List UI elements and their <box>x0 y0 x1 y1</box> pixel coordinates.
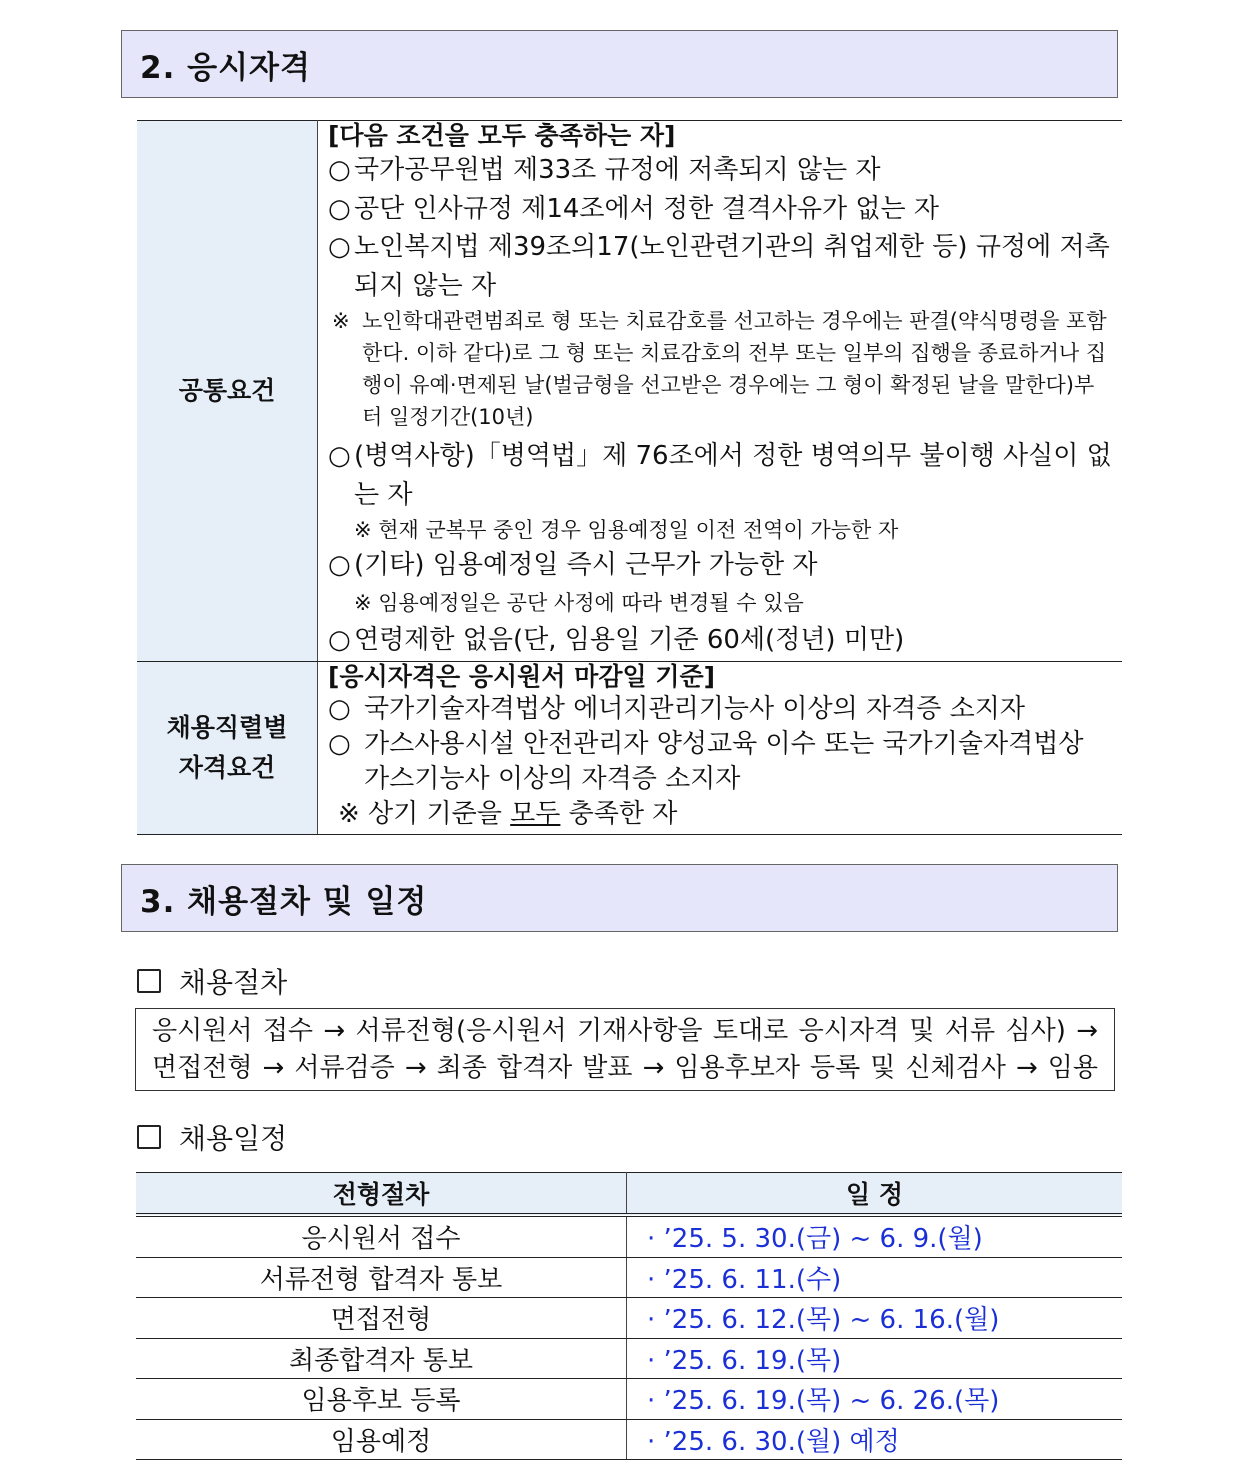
list-item: ○ (병역사항)「병역법」제 76조에서 정한 병역의무 불이행 사실이 없는 자 <box>326 437 1112 514</box>
square-bullet-icon <box>137 1125 161 1149</box>
step-cell: 면접전형 <box>136 1298 627 1339</box>
job-requirements-row <box>137 662 1122 835</box>
table-row <box>136 1338 1122 1379</box>
step-cell: 응시원서 접수 <box>136 1215 627 1257</box>
list-item: ○ 국가기술자격법상 에너지관리기능사 이상의 자격증 소지자 <box>326 692 1112 727</box>
section-3-header <box>121 864 1118 932</box>
job-requirements-content <box>318 662 1123 835</box>
circle-bullet: ○ <box>328 441 351 471</box>
table-row <box>136 1215 1122 1257</box>
schedule-header-row <box>136 1173 1122 1216</box>
list-item: ○ (기타) 임용예정일 즉시 근무가 가능한 자 <box>326 546 1112 585</box>
table-row <box>136 1419 1122 1460</box>
elder-abuse-note <box>326 305 1112 437</box>
circle-bullet: ○ <box>328 624 351 655</box>
step-cell: 임용후보 등록 <box>136 1379 627 1420</box>
circle-bullet: ○ <box>328 694 351 724</box>
square-bullet-icon <box>137 969 161 993</box>
common-requirements-label: 공통요건 <box>137 121 318 662</box>
qualification-table <box>137 120 1122 835</box>
section-2-title: 2. 응시자격 <box>140 49 311 86</box>
circle-bullet: ○ <box>328 193 351 224</box>
date-cell: · ’25. 6. 12.(목) ~ 6. 16.(월) <box>627 1298 1123 1339</box>
list-item: ○ 공단 인사규정 제14조에서 정한 결격사유가 없는 자 <box>326 190 1112 229</box>
common-requirements-heading: [다음 조건을 모두 충족하는 자] <box>328 121 676 150</box>
circle-bullet: ○ <box>328 729 351 759</box>
circle-bullet: ○ <box>328 155 351 185</box>
procedure-heading: 채용절차 <box>137 961 287 1001</box>
military-note: ※ 현재 군복무 중인 경우 임용예정일 이전 전역이 가능한 자 <box>354 518 899 542</box>
circle-bullet: ○ <box>328 232 351 262</box>
common-requirements-row <box>137 121 1122 662</box>
date-cell: · ’25. 6. 19.(목) <box>627 1338 1123 1379</box>
date-cell: · ’25. 5. 30.(금) ~ 6. 9.(월) <box>627 1215 1123 1257</box>
table-row <box>136 1379 1122 1420</box>
job-requirements-heading: [응시자격은 응시원서 마감일 기준] <box>328 662 716 691</box>
reference-mark: ※ <box>332 309 350 333</box>
common-requirements-content <box>318 121 1123 662</box>
section-3-title: 3. 채용절차 및 일정 <box>140 883 428 920</box>
appointment-note: ※ 임용예정일은 공단 사정에 따라 변경될 수 있음 <box>354 590 804 615</box>
section-2-header <box>121 30 1118 98</box>
job-requirements-note: ※ 상기 기준을 모두 충족한 자 <box>338 799 678 829</box>
schedule-heading: 채용일정 <box>137 1117 287 1157</box>
list-item: ○ 가스사용시설 안전관리자 양성교육 이수 또는 국가기술자격법상 가스기능사 이상의 자격증 소지자 <box>326 727 1112 797</box>
list-item: ○ 노인복지법 제39조의17(노인관련기관의 취업제한 등) 규정에 저촉되지 않는 자 <box>326 228 1112 305</box>
schedule-table <box>136 1172 1122 1460</box>
date-cell: · ’25. 6. 11.(수) <box>627 1257 1123 1298</box>
step-cell: 임용예정 <box>136 1419 627 1460</box>
job-requirements-label: 채용직렬별 자격요건 <box>137 662 318 835</box>
column-header-step: 전형절차 <box>136 1173 627 1216</box>
elder-abuse-note-text: 노인학대관련범죄로 형 또는 치료감호를 선고하는 경우에는 판결(약식명령을 포함한다. 이하 같다)로 그 형 또는 치료감호의 전부 또는 일부의 집행을 종료하거나 집행이 유예·면제된 날(벌금형을 선고받은 경우에는 그 형이 확정된 날을 말한다)부터 일정기간(10년) <box>362 309 1107 429</box>
column-header-date: 일 정 <box>627 1173 1123 1216</box>
list-item: ○ 연령제한 없음(단, 임용일 기준 60세(정년) 미만) <box>326 621 1112 660</box>
step-cell: 서류전형 합격자 통보 <box>136 1257 627 1298</box>
table-row <box>136 1298 1122 1339</box>
list-item: ○ 국가공무원법 제33조 규정에 저촉되지 않는 자 <box>326 151 1112 190</box>
procedure-box: 응시원서 접수 → 서류전형(응시원서 기재사항을 토대로 응시자격 및 서류 심사) → 면접전형 → 서류검증 → 최종 합격자 발표 → 임용후보자 등록 및 신체검사 → 임용 <box>135 1008 1115 1091</box>
step-cell: 최종합격자 통보 <box>136 1338 627 1379</box>
date-cell: · ’25. 6. 19.(목) ~ 6. 26.(목) <box>627 1379 1123 1420</box>
circle-bullet: ○ <box>328 550 351 580</box>
date-cell: · ’25. 6. 30.(월) 예정 <box>627 1419 1123 1460</box>
table-row <box>136 1257 1122 1298</box>
